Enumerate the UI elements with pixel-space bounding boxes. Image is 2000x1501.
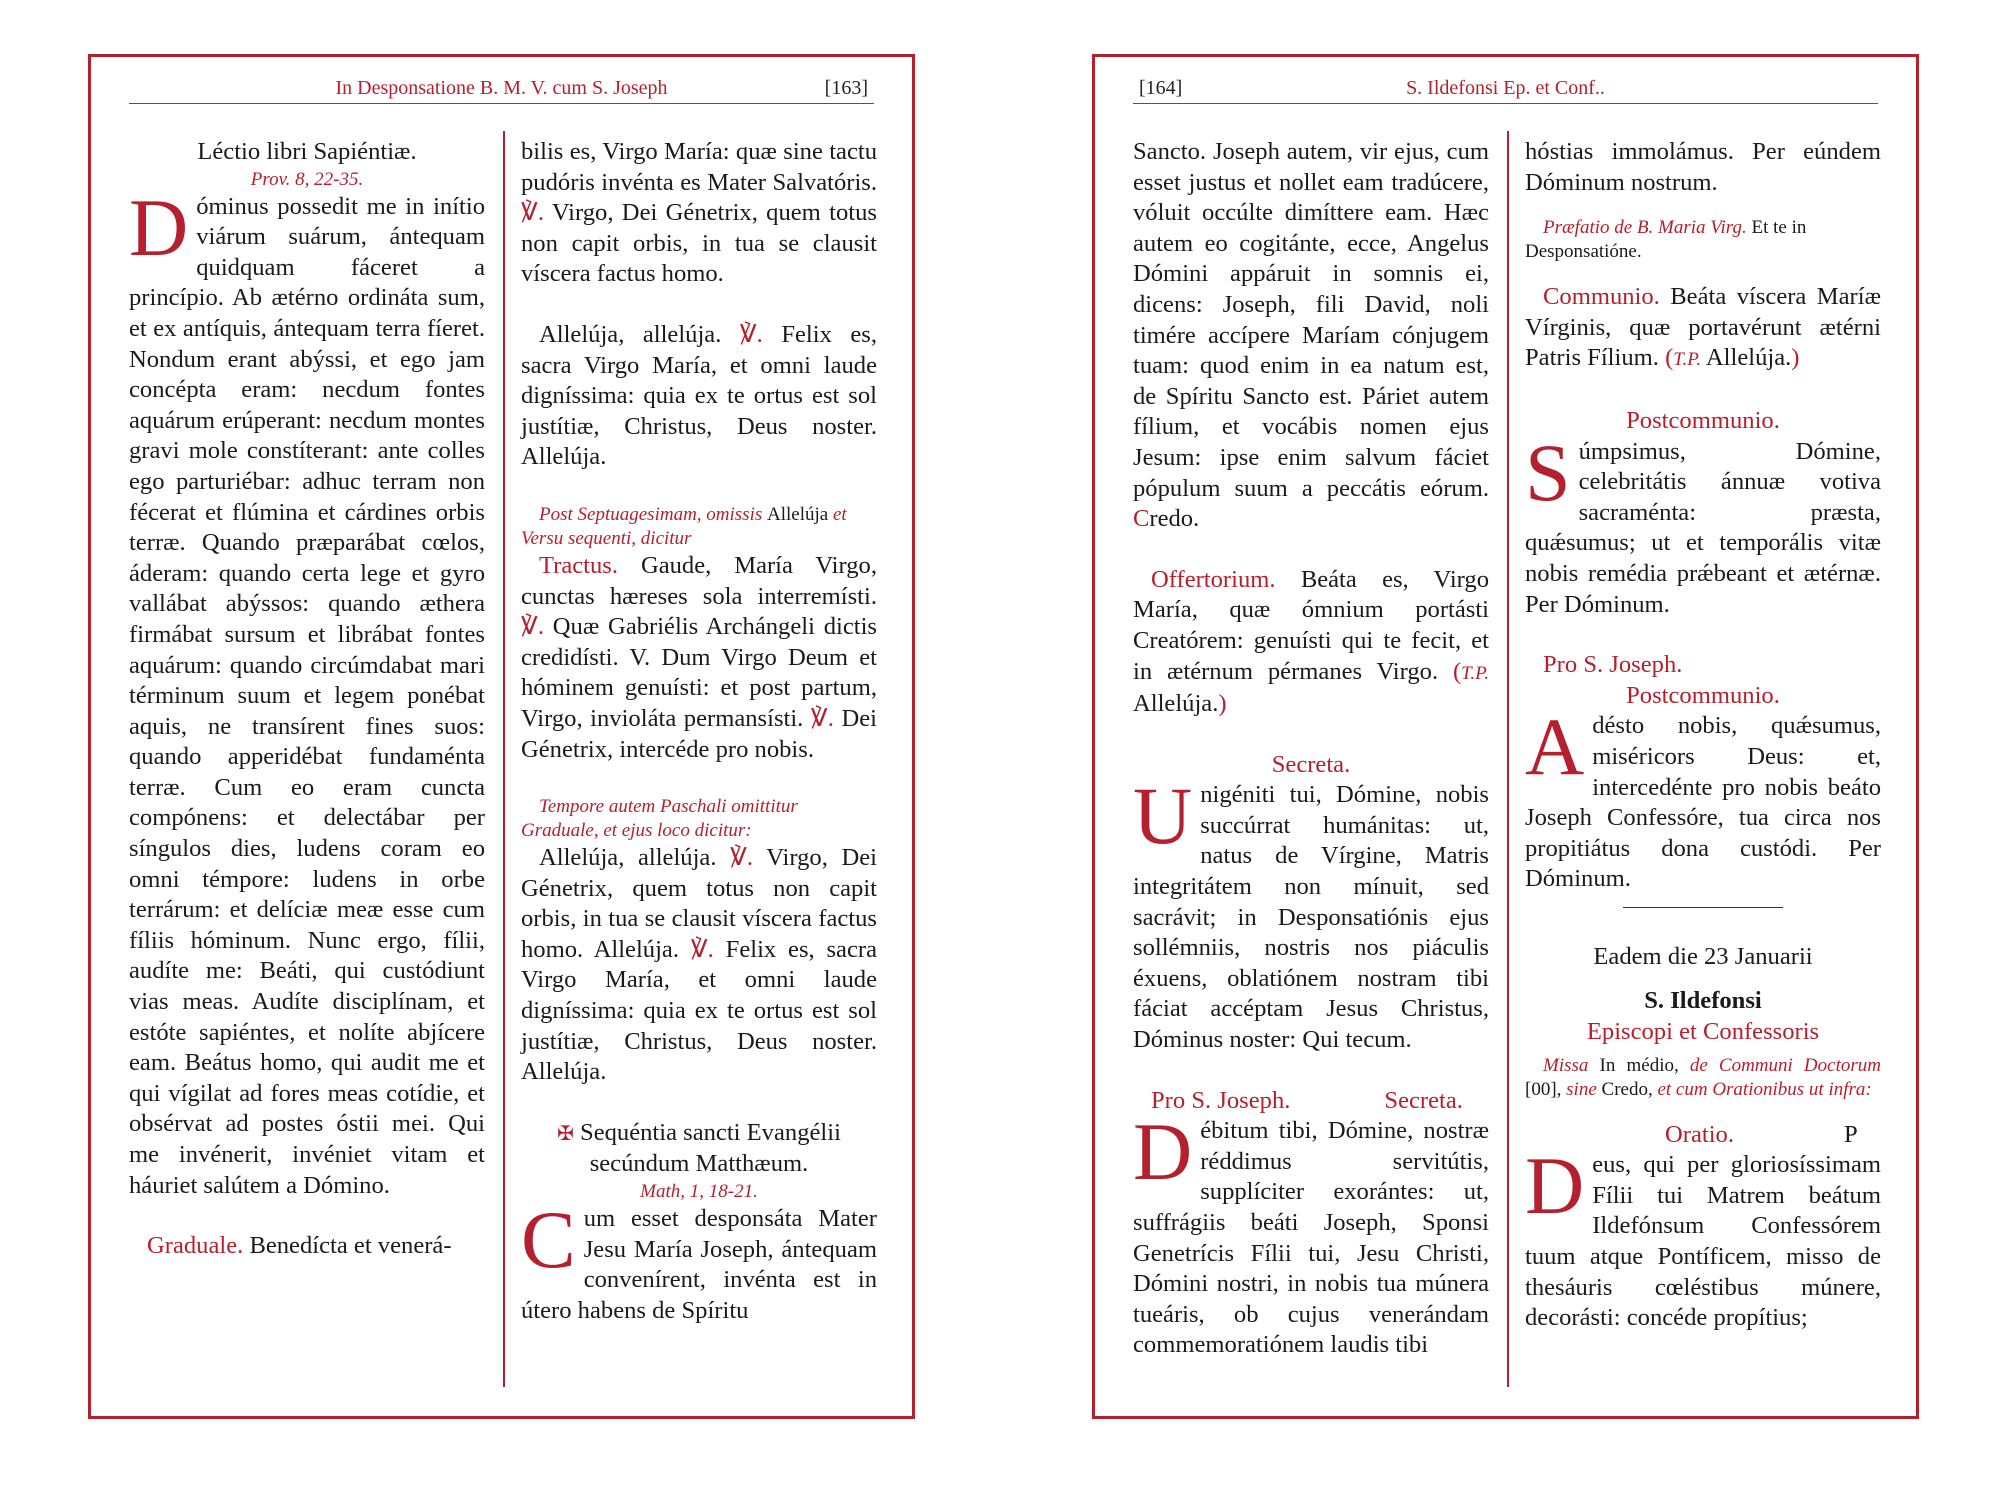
graduale-label: Graduale. <box>147 1232 244 1260</box>
graduale-continued: bilis es, Virgo María: quæ sine tactu pudóris invénta es Mater Salvatóris. ℣. Virgo, Dei Génetrix, quem totus non capit orbis, in tua se clausit víscera factus homo. <box>521 138 877 288</box>
postcommunio-heading: Postcommunio. <box>1626 406 1780 434</box>
right-column-2 <box>1525 137 1881 1334</box>
feast-date: Eadem die 23 Januarii <box>1593 942 1813 970</box>
offertorium: Offertorium. Beáta es, Virgo María, quæ ómnium portásti Creatórem: genuísti qui te fecit, et in ætérnum pérmanes Virgo. (T.P. Allelúja.) <box>1133 565 1489 718</box>
graduale: Graduale. Benedícta et venerá- <box>147 1232 452 1260</box>
rubric-paschal: Tempore autem Paschali omittitur Graduale, et ejus loco dicitur: <box>521 796 798 842</box>
lectio-reference: Prov. 8, 22-35. <box>250 168 364 190</box>
gospel-title: ✠ Sequéntia sancti Evangélii secúndum Matthæum. <box>557 1118 841 1178</box>
rubric-septuagesima: Post Septuagesimam, omissis Allelúja et Versu sequenti, dicitur <box>521 503 847 549</box>
header-title: In Desponsatione B. M. V. cum S. Joseph <box>335 77 668 99</box>
missa-rubric: Missa In médio, de Communi Doctorum [00], sine Credo, et cum Orationibus ut infra: <box>1525 1054 1881 1100</box>
page-number: [164] <box>1139 77 1183 99</box>
alleluia: Allelúja, allelúja. ℣. Felix es, sacra Virgo María, et omni laude digníssima: quia ex te ortus est sol justítiæ, Christus, Deus noster. Allelúja. <box>521 320 877 471</box>
lectio-text: Dóminus possedit me in inítio viárum suárum, ántequam quidquam fáceret a princípio. Ab ætérno ordináta sum, et ex antíquis, ántequam terra fíeret. Nondum erant abýssi, et ego jam concépta eram: necdum fontes aquárum erúperant: necdum montes gravi mole constíterant: ante colles ego parturiébar: adhuc terram non fécerat et flúmina et cárdines orbis terræ. Quando præparábat cœlos, áderam: quando certa lege et gyro vallábat abýssos: quando æthera firmábat sursum et librábat fontes aquárum: quando circúmdabat mari términum suum et legem ponébat aquis, ne transírent fines suos: quando apperidébat fundaménta terræ. Cum eo eram cuncta compónens: et delectábar per síngulos dies, ludens coram eo omni témpore: ludens in orbe terrárum: et delíciæ meæ esse cum fíliis hóminum. Nunc ergo, fílii, audíte me: Beáti, qui custódiunt vias meas. Audíte disciplínam, et estóte sapiéntes, et nolíte abjícere eam. Beátus homo, qui audit me et qui vígilat ad fores meas cotídie, et obsérvat ad postes óstii mei. Qui me invénerit, invéniet vitam et háuriet salútem a Dómino. <box>129 181 485 1199</box>
gospel-continued: Sancto. Joseph autem, vir ejus, cum esset justus et nollet eam tradúcere, vóluit occúlte dimíttere eam. Hæc autem eo cogitánte, ecce, Angelus Dómini appáruit in somnis ei, dicens: Joseph, fili David, noli timére accípere Maríam cónjugem tuam: quod enim in ea natum est, de Spíritu Sancto est. Páriet autem fílium, et vocábis nomen ejus Jesum: ipse enim salvum fáciet pópulum suum a peccátis eórum. Credo. <box>1133 138 1489 533</box>
drop-cap: D <box>1133 1106 1193 1198</box>
cross-icon: ✠ <box>557 1122 574 1145</box>
page-number: [163] <box>824 77 868 99</box>
drop-cap: D <box>1525 1140 1585 1232</box>
left-column-2 <box>521 137 877 1326</box>
running-header <box>129 67 874 104</box>
secreta-joseph-heading: Pro S. Joseph. Secreta. <box>1151 1086 1463 1114</box>
oratio-text: Deus, qui per gloriosíssimam Fílii tui Matrem beátum Ildefónsum Confessórem tuum atque Pontíficem, misso de thesáuris cœléstibus múnere, decorásti: concéde propítius; <box>1525 1140 1881 1332</box>
left-column-1 <box>129 137 485 1262</box>
praefatio-rubric: Præfatio de B. Maria Virg. Et te in Desponsatióne. <box>1525 217 1807 263</box>
lectio-title: Léctio libri Sapiéntiæ. <box>197 138 417 165</box>
oratio-heading: Oratio. P <box>1665 1120 1858 1148</box>
drop-cap: A <box>1525 701 1585 793</box>
secreta-heading: Secreta. <box>1271 750 1351 778</box>
saint-title: Episcopi et Confessoris <box>1586 1018 1820 1046</box>
versicle-symbol: ℣. <box>521 199 544 227</box>
offertorium-label: Offertorium. <box>1151 565 1276 593</box>
secreta-continued: hóstias immolámus. Per eúndem Dóminum nostrum. <box>1525 138 1881 196</box>
section-divider <box>1623 907 1783 908</box>
right-page <box>1092 54 1919 1419</box>
right-column-1 <box>1133 137 1489 1361</box>
gospel-reference: Math, 1, 18-21. <box>640 1181 758 1203</box>
postcommunio-joseph-heading: Postcommunio. <box>1626 681 1780 709</box>
drop-cap: C <box>521 1194 576 1286</box>
drop-cap: S <box>1525 426 1571 518</box>
saint-name: S. Ildefonsi <box>1644 987 1762 1015</box>
secreta-text: Unigéniti tui, Dómine, nobis succúrrat humánitas: ut, natus de Vírgine, Matris integritátem non mínuit, sed sacrávit; in Desponsatiónis ejus sollémniis, nostris nos piáculis éxuens, oblatiónem nostram tibi fáciat accéptam Jesus Christus, Dóminus noster: Qui tecum. <box>1133 770 1489 1054</box>
column-divider <box>1507 131 1509 1387</box>
header-title: S. Ildefonsi Ep. et Conf.. <box>1406 77 1605 99</box>
drop-cap: D <box>129 181 189 273</box>
pro-joseph-heading: Pro S. Joseph. <box>1543 651 1683 679</box>
tractus: Tractus. Gaude, María Virgo, cunctas hæreses sola interremísti. ℣. Quæ Gabriélis Archángeli dictis credidísti. V. Dum Virgo Deum et hóminem genuísti: et post partum, Virgo, invioláta permansísti. ℣. Dei Génetrix, intercéde pro nobis. <box>521 551 877 763</box>
drop-cap: U <box>1133 770 1193 862</box>
postcommunio-joseph-text: Adésto nobis, quǽsumus, miséricors Deus: et, intercedénte pro nobis beáto Joseph Confessóre, tua circa nos propitiátus dona custódi. Per Dóminum. <box>1525 701 1881 893</box>
gospel-text: Cum esset desponsáta Mater Jesu María Joseph, ántequam convenírent, invénta est in útero habens de Spíritu <box>521 1194 877 1324</box>
paschal-alleluia: Allelúja, allelúja. ℣. Virgo, Dei Génetrix, quem totus non capit orbis, in tua se clausit víscera factus homo. Allelúja. ℣. Felix es, sacra Virgo María, et omni laude digníssima: quia ex te ortus est sol justítiæ, Christus, Deus noster. Allelúja. <box>521 844 877 1086</box>
tractus-label: Tractus. <box>539 551 619 579</box>
column-divider <box>503 131 505 1387</box>
communio-label: Communio. <box>1543 283 1660 311</box>
communio: Communio. Beáta víscera Maríæ Vírginis, quæ portavérunt ætérni Patris Fílium. (T.P. Allelúja.) <box>1525 283 1881 372</box>
running-header <box>1133 67 1878 104</box>
secreta-joseph-text: Débitum tibi, Dómine, nostræ réddimus servitútis, supplíciter exorántes: ut, suffrágiis beáti Joseph, Sponsi Genetrícis Fílii tui, Jesu Christi, Dómini nostri, in nobis tua múnera tueáris, ob cujus venerándam commemoratiónem laudis tibi <box>1133 1106 1489 1359</box>
postcommunio-text: Súmpsimus, Dómine, celebritátis ánnuæ votiva sacraménta: præsta, quǽsumus; ut et temporális vitæ nobis remédia prǽbeant et ætérnæ. Per Dóminum. <box>1525 426 1881 618</box>
left-page <box>88 54 915 1419</box>
